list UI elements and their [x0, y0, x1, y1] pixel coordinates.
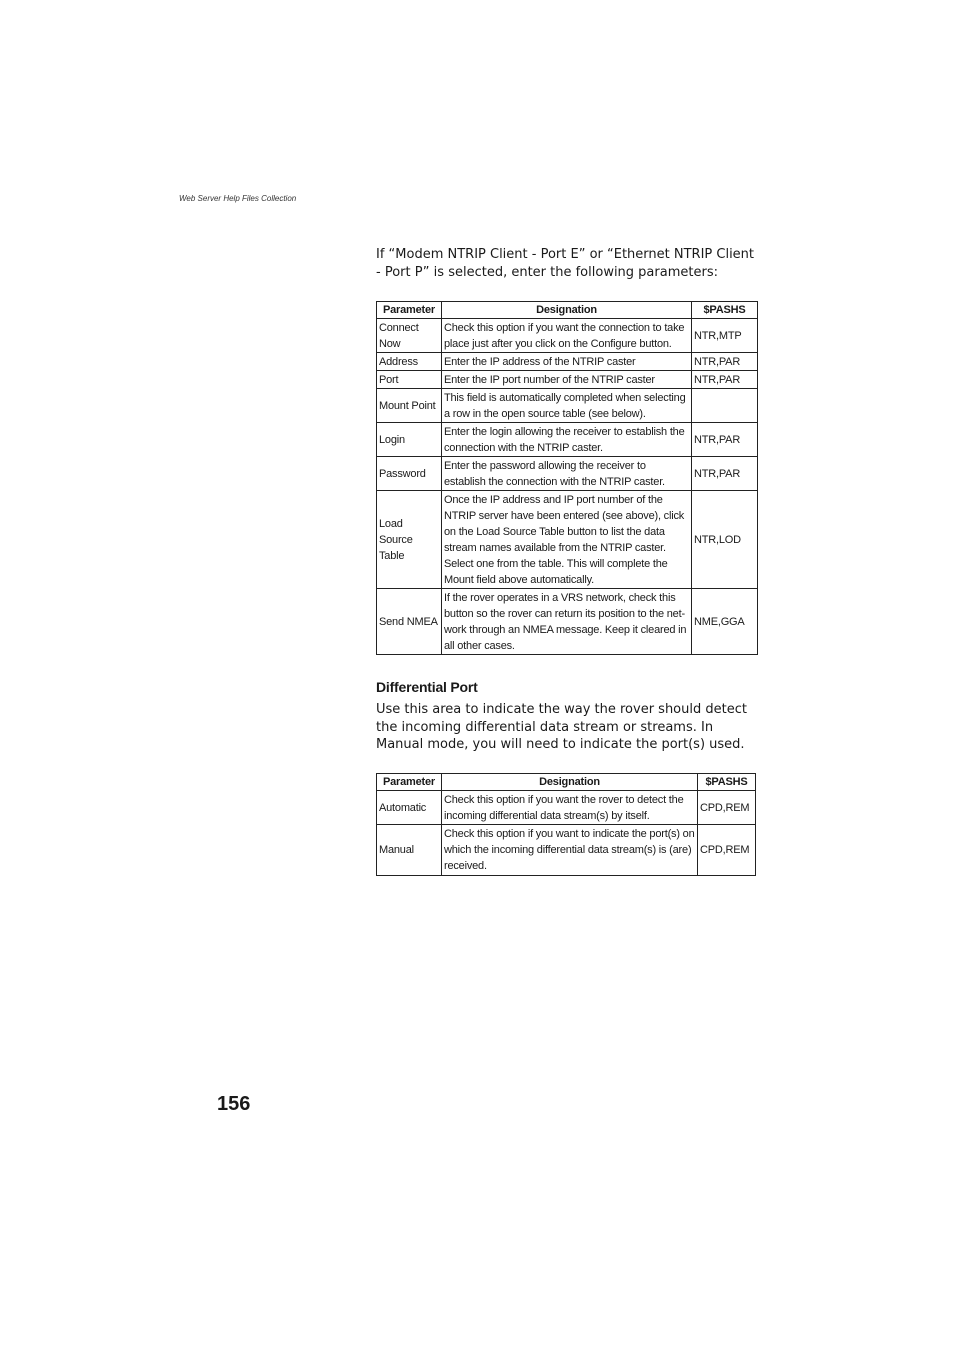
table-row [377, 825, 756, 876]
cell-designation: Enter the IP address of the NTRIP caster [442, 353, 692, 371]
differential-port-table [376, 773, 756, 876]
cell-pashs: NTR,PAR [692, 353, 758, 371]
table-row [377, 353, 758, 371]
cell-pashs: NME,GGA [692, 589, 758, 655]
cell-designation: This field is automatically completed when selecting a row in the open source table (see below). [442, 389, 692, 423]
cell-parameter: Login [377, 423, 442, 457]
section-paragraph: Use this area to indicate the way the rover should detect the incoming differential data stream or streams. In Manual mode, you will need to indicate the port(s) used. [376, 702, 747, 752]
cell-designation: Check this option if you want the connection to take place just after you click on the Configure button. [442, 319, 692, 353]
cell-parameter: Connect Now [377, 319, 442, 353]
intro-paragraph: If “Modem NTRIP Client - Port E” or “Ethernet NTRIP Client - Port P” is selected, enter the following parameters: [376, 247, 755, 280]
cell-pashs: CPD,REM [698, 791, 756, 825]
column-header-designation: Designation [442, 302, 692, 319]
ntrip-parameters-table [376, 301, 758, 655]
table-row [377, 319, 758, 353]
table-header-row [377, 302, 758, 319]
cell-designation: Check this option if you want the rover to detect the incoming differential data stream(s) by itself. [442, 791, 698, 825]
cell-parameter: Mount Point [377, 389, 442, 423]
cell-parameter: Manual [377, 825, 442, 876]
table-header-row [377, 774, 756, 791]
cell-pashs: NTR,PAR [692, 423, 758, 457]
cell-pashs: NTR,PAR [692, 457, 758, 491]
cell-parameter: Address [377, 353, 442, 371]
cell-pashs: NTR,PAR [692, 371, 758, 389]
cell-designation: If the rover operates in a VRS network, check this button so the rover can return its position to the net-work through an NMEA message. Keep it cleared in all other cases. [442, 589, 692, 655]
section-heading: Differential Port [376, 679, 478, 695]
cell-designation: Once the IP address and IP port number of the NTRIP server have been entered (see above), click on the Load Source Table button to list the data stream names available from the NTRIP caster. Select one from the table. This will complete the Mount field above automatically. [442, 491, 692, 589]
cell-parameter: Password [377, 457, 442, 491]
table-row [377, 791, 756, 825]
table-row [377, 457, 758, 491]
cell-parameter: Port [377, 371, 442, 389]
cell-designation: Enter the login allowing the receiver to establish the connection with the NTRIP caster. [442, 423, 692, 457]
cell-parameter: Send NMEA [377, 589, 442, 655]
cell-pashs: NTR,LOD [692, 491, 758, 589]
cell-parameter: Automatic [377, 791, 442, 825]
cell-pashs: NTR,MTP [692, 319, 758, 353]
cell-parameter: Load Source Table [377, 491, 442, 589]
column-header-parameter: Parameter [377, 774, 442, 791]
running-header: Web Server Help Files Collection [179, 194, 297, 203]
table-row [377, 389, 758, 423]
column-header-parameter: Parameter [377, 302, 442, 319]
cell-pashs [692, 389, 758, 423]
cell-pashs: CPD,REM [698, 825, 756, 876]
column-header-designation: Designation [442, 774, 698, 791]
cell-designation: Enter the password allowing the receiver to establish the connection with the NTRIP caster. [442, 457, 692, 491]
table-row [377, 423, 758, 457]
table-row [377, 589, 758, 655]
cell-designation: Check this option if you want to indicate the port(s) on which the incoming differential data stream(s) is (are) received. [442, 825, 698, 876]
cell-designation: Enter the IP port number of the NTRIP caster [442, 371, 692, 389]
table-row [377, 371, 758, 389]
column-header-pashs: $PASHS [698, 774, 756, 791]
table-row [377, 491, 758, 589]
page-number: 156 [217, 1093, 251, 1115]
column-header-pashs: $PASHS [692, 302, 758, 319]
